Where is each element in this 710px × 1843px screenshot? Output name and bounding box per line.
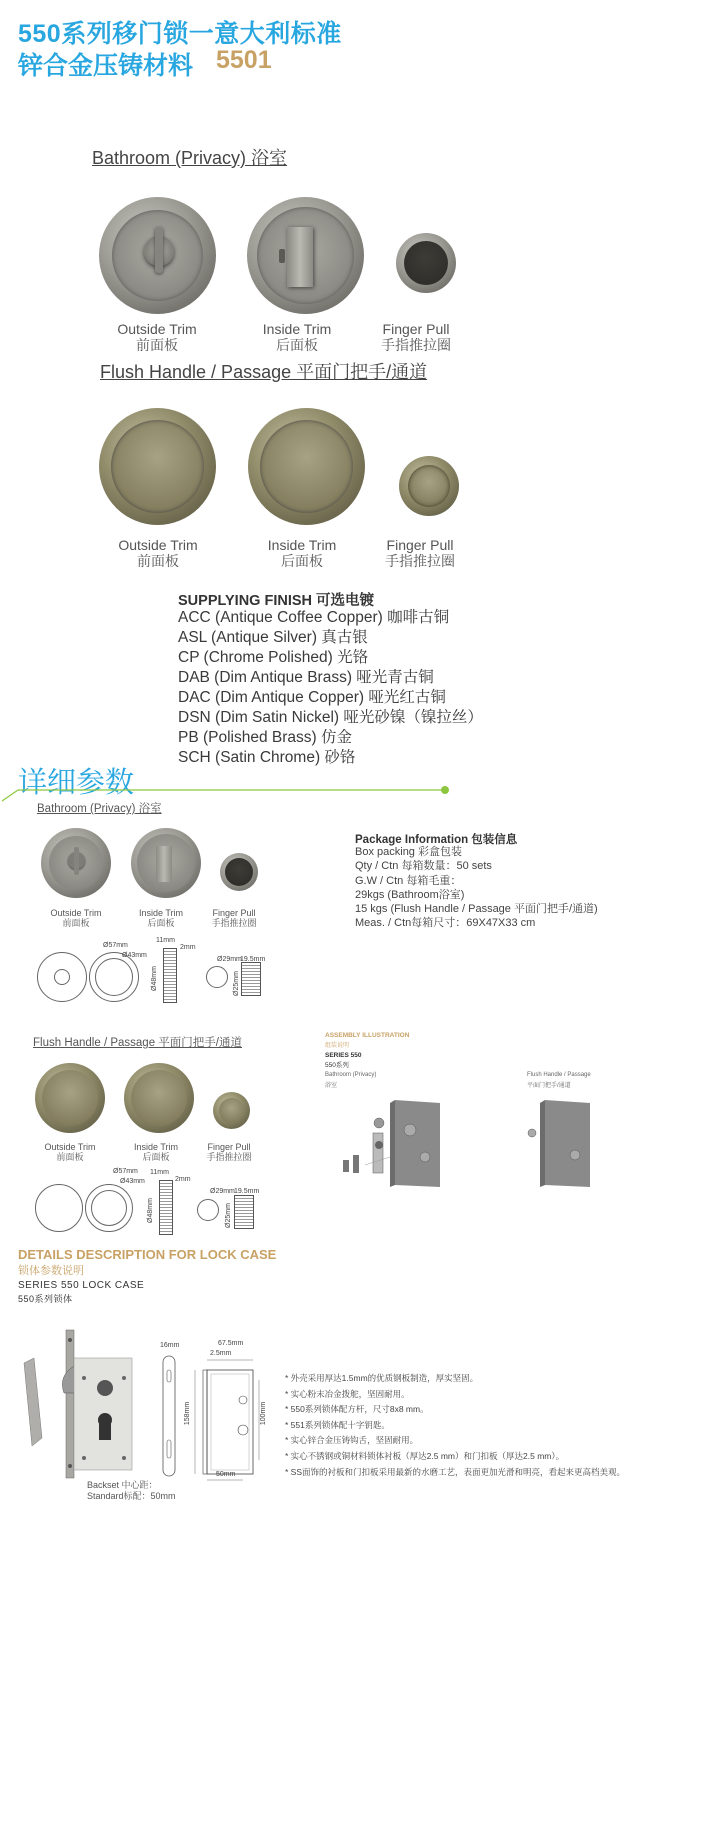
lock-case-note: * 551系列锁体配十字钥匙。	[285, 1419, 390, 1430]
small-finger-pull	[220, 853, 258, 891]
dim2-d25: Ø25mm	[224, 1203, 232, 1228]
finish-item: ASL (Antique Silver) 真古银	[178, 629, 368, 646]
inside-trim-image	[247, 197, 364, 314]
flush-outside-drawing	[35, 1184, 83, 1232]
side-profile-drawing	[163, 948, 177, 1003]
small-flush-inside	[124, 1063, 194, 1133]
flush-pull-caption: Finger Pull 手指推拉圈	[385, 537, 455, 570]
finish-item: PB (Polished Brass) 仿金	[178, 729, 352, 746]
assembly-series: SERIES 550	[325, 1052, 362, 1059]
outside-trim-drawing	[37, 952, 87, 1002]
package-line: Box packing 彩盒包装	[355, 846, 462, 858]
finish-item: DAB (Dim Antique Brass) 哑光青古铜	[178, 669, 434, 686]
flush-pull-profile	[234, 1195, 254, 1229]
assembly-bathroom-drawing	[335, 1095, 455, 1195]
lock-case-note: * 实心粉末冶金拨舵，坚固耐用。	[285, 1388, 410, 1399]
backset-standard: Standard标配：50mm	[87, 1491, 176, 1501]
package-line: G.W / Ctn 每箱毛重：	[355, 874, 462, 887]
finish-item: SCH (Satin Chrome) 砂铬	[178, 749, 356, 766]
package-line: 29kgs (Bathroom浴室)	[355, 888, 465, 901]
inside-trim-caption: Inside Trim 后面板	[262, 321, 332, 354]
dim-67mm: 67.5mm	[218, 1340, 244, 1347]
flush-inside-caption: Inside Trim 后面板	[267, 537, 337, 570]
small-pull-caption: Finger Pull 手指推拉圈	[211, 908, 257, 929]
lock-case-series: SERIES 550 LOCK CASE	[18, 1280, 145, 1291]
inside-trim-drawing	[89, 952, 139, 1002]
dim-2-5mm: 2.5mm	[210, 1350, 232, 1357]
lock-case-title-cn: 锁体参数说明	[18, 1265, 84, 1277]
lock-case-notes	[285, 1371, 625, 1480]
dim2-w2: 2mm	[175, 1176, 191, 1183]
dim2-w11: 11mm	[150, 1169, 169, 1176]
package-line: Meas. / Ctn每箱尺寸：69X47X33 cm	[355, 917, 536, 930]
lock-case-note: * 实心不锈钢或铜材料锁体衬板（厚达2.5 mm）和门扣板（厚达2.5 mm）。	[285, 1450, 565, 1461]
finish-item: DAC (Dim Antique Copper) 哑光红古铜	[178, 689, 446, 706]
finish-item: ACC (Antique Coffee Copper) 咖啡古铜	[178, 609, 450, 626]
finger-pull-caption: Finger Pull 手指推拉圈	[381, 321, 451, 354]
package-heading: Package Information 包装信息	[355, 834, 518, 846]
backset-label: Backset 中心距：	[87, 1480, 158, 1490]
lock-case-series-cn: 550系列锁体	[18, 1294, 73, 1304]
flush-heading: Flush Handle / Passage 平面门把手/通道	[100, 362, 428, 382]
details-title: 详细参数	[18, 767, 135, 799]
bathroom-heading: Bathroom (Privacy) 浴室	[92, 148, 288, 168]
dim2-d29: Ø29mm	[210, 1188, 235, 1195]
flush-inside-drawing	[85, 1184, 133, 1232]
flush-side-profile	[159, 1180, 173, 1235]
package-lines	[355, 845, 598, 931]
lock-case-title: DETAILS DESCRIPTION FOR LOCK CASE	[18, 1247, 277, 1262]
dim-w19: 19.5mm	[240, 956, 266, 963]
finger-pull-drawing	[206, 966, 228, 988]
finish-list	[178, 608, 483, 768]
flush-outside-caption: Outside Trim 前面板	[118, 537, 198, 570]
package-line: Qty / Ctn 每箱数量：50 sets	[355, 860, 492, 873]
page-subtitle: 锌合金压铸材料	[18, 52, 194, 80]
dim-d25: Ø25mm	[232, 971, 240, 996]
finish-heading: SUPPLYING FINISH 可选电镀	[178, 593, 375, 609]
flush-inside-trim-image	[248, 408, 365, 525]
lock-case-drawing	[155, 1340, 275, 1488]
finish-item: CP (Chrome Polished) 光铬	[178, 649, 369, 666]
dim-100mm: 100mm	[260, 1401, 268, 1426]
dim2-w19: 19.5mm	[234, 1188, 260, 1195]
small-outside-caption: Outside Trim 前面板	[50, 908, 102, 929]
dim-d48: Ø48mm	[150, 966, 158, 991]
lock-case-note: * 外壳采用厚达1.5mm的优质钢板制造，厚实坚固。	[285, 1373, 479, 1383]
small-flush-inside-caption: Inside Trim 后面板	[133, 1142, 178, 1163]
lock-case-note: * 实心锌合金压铸钩舌，坚固耐用。	[285, 1435, 419, 1446]
assembly-flush-label: Flush Handle / Passage	[527, 1072, 591, 1078]
dim-d43: Ø43mm	[122, 952, 147, 959]
assembly-flush-drawing	[515, 1095, 595, 1195]
small-flush-pull	[213, 1092, 250, 1129]
assembly-title: ASSEMBLY ILLUSTRATION	[325, 1032, 410, 1039]
dim-16mm: 16mm	[160, 1342, 180, 1349]
assembly-series-cn: 550系列	[325, 1062, 349, 1069]
page-title: 550系列移门锁一意大利标准	[18, 20, 342, 48]
dim-d57: Ø57mm	[103, 942, 128, 949]
dim-158mm: 158mm	[184, 1401, 192, 1426]
assembly-bathroom-cn: 浴室	[325, 1083, 338, 1089]
details-bathroom-heading: Bathroom (Privacy) 浴室	[37, 803, 162, 815]
outside-trim-image	[99, 197, 216, 314]
dim-w2: 2mm	[180, 944, 196, 951]
dim2-d48: Ø48mm	[146, 1198, 154, 1223]
small-outside-trim	[41, 828, 111, 898]
dim-d29: Ø29mm	[217, 956, 242, 963]
outside-trim-caption: Outside Trim 前面板	[117, 321, 197, 354]
small-flush-outside-caption: Outside Trim 前面板	[44, 1142, 96, 1163]
small-flush-outside	[35, 1063, 105, 1133]
assembly-flush-cn: 平面门把手/通道	[527, 1083, 571, 1089]
small-flush-pull-caption: Finger Pull 手指推拉圈	[206, 1142, 252, 1163]
details-flush-heading: Flush Handle / Passage 平面门把手/通道	[33, 1037, 242, 1049]
flush-finger-pull-image	[399, 456, 459, 516]
lock-case-note: * SS面饰的衬板和门扣板采用最新的水磨工艺，表面更加光滑和明亮，看起来更高档美观。	[285, 1466, 626, 1477]
finger-pull-profile	[241, 962, 261, 996]
finger-pull-image	[396, 233, 456, 293]
model-number: 5501	[216, 46, 272, 74]
small-inside-trim	[131, 828, 201, 898]
dim2-d57: Ø57mm	[113, 1168, 138, 1175]
assembly-title-cn: 组装说明	[325, 1043, 350, 1049]
flush-outside-trim-image	[99, 408, 216, 525]
dim-w11: 11mm	[156, 937, 175, 944]
flush-pull-drawing	[197, 1199, 219, 1221]
small-inside-caption: Inside Trim 后面板	[138, 908, 183, 929]
dim2-d43: Ø43mm	[120, 1178, 145, 1185]
lock-case-note: * 550系列锁体配方杆，尺寸8x8 mm。	[285, 1404, 429, 1415]
finish-item: DSN (Dim Satin Nickel) 哑光砂镍（镍拉丝）	[178, 709, 483, 726]
assembly-bathroom-label: Bathroom (Privacy)	[325, 1072, 377, 1078]
package-line: 15 kgs (Flush Handle / Passage 平面门把手/通道)	[355, 903, 598, 916]
dim-50mm: 50mm	[216, 1471, 236, 1478]
lock-case-photo	[20, 1328, 140, 1480]
